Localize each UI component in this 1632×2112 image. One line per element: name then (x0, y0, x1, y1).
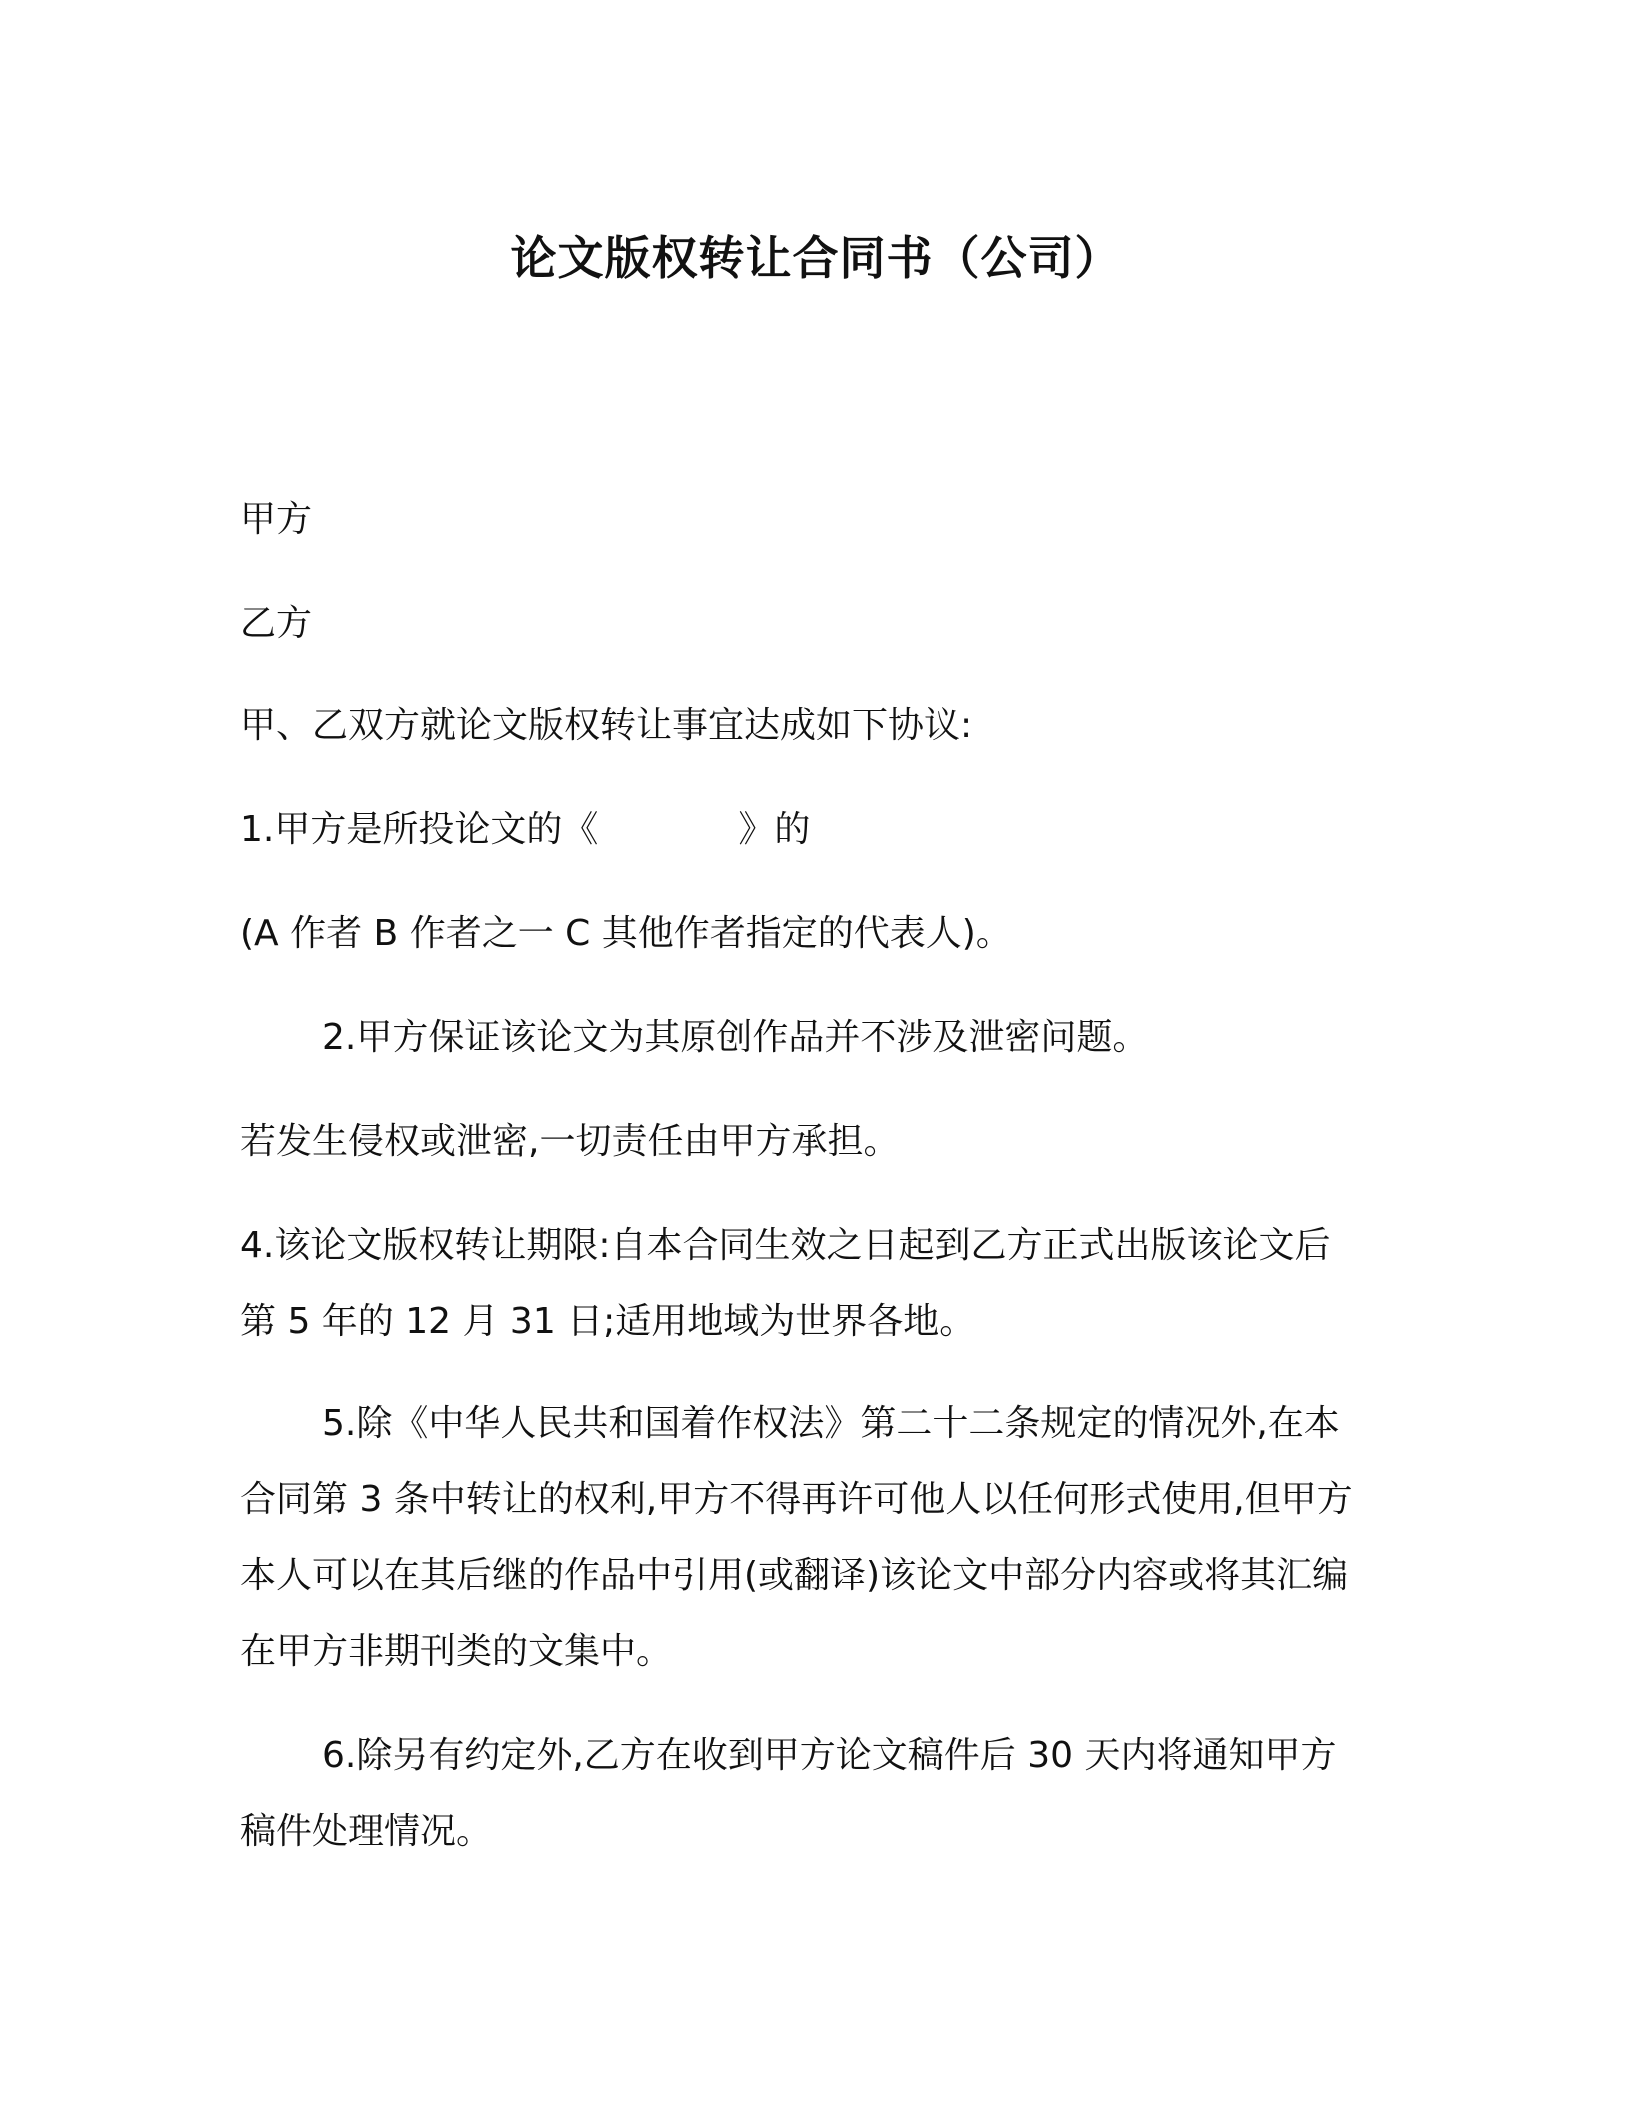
clause-1 (240, 806, 810, 854)
clause-4-line-1: 4.该论文版权转让期限:自本合同生效之日起到乙方正式出版该论文后 (240, 1225, 1331, 1266)
agreement-intro: 甲、乙双方就论文版权转让事宜达成如下协议: (240, 705, 973, 746)
clause-4-line-2: 第 5 年的 12 月 31 日;适用地域为世界各地。 (240, 1301, 976, 1342)
clause-2-continuation: 若发生侵权或泄密,一切责任由甲方承担。 (240, 1121, 900, 1162)
clause-6-line-2: 稿件处理情况。 (240, 1811, 493, 1852)
party-b-label: 乙方 (240, 603, 313, 644)
clause-5-line-3: 本人可以在其后继的作品中引用(或翻译)该论文中部分内容或将其汇编 (240, 1555, 1349, 1596)
clause-1-text-before: 1.甲方是所投论文的《 (240, 809, 599, 850)
document-title: 论文版权转让合同书（公司） (510, 231, 1122, 285)
clause-1-options: (A 作者 B 作者之一 C 其他作者指定的代表人)。 (240, 913, 1012, 954)
clause-5-line-2: 合同第 3 条中转让的权利,甲方不得再许可他人以任何形式使用,但甲方 (240, 1479, 1353, 1520)
clause-6-line-1: 6.除另有约定外,乙方在收到甲方论文稿件后 30 天内将通知甲方 (322, 1735, 1337, 1776)
clause-2: 2.甲方保证该论文为其原创作品并不涉及泄密问题。 (322, 1017, 1149, 1058)
clause-5-line-1: 5.除《中华人民共和国着作权法》第二十二条规定的情况外,在本 (322, 1403, 1340, 1444)
party-a-label: 甲方 (240, 499, 313, 540)
clause-5-line-4: 在甲方非期刊类的文集中。 (240, 1631, 673, 1672)
clause-1-text-after: 》的 (738, 809, 811, 850)
